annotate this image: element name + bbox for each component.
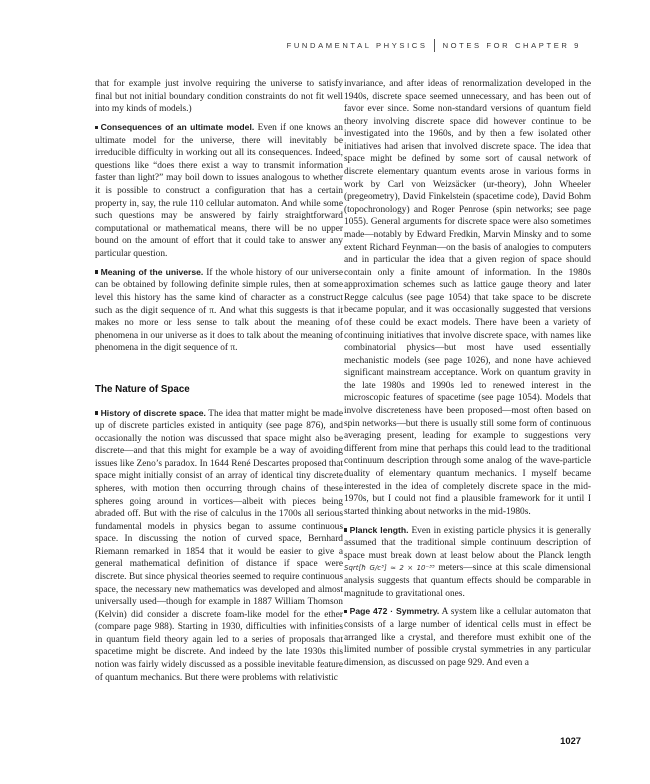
bullet-icon <box>344 610 347 613</box>
note-body: Even if one knows an ultimate model for the universe, there will inevitably be irreducible difficulty in working out all its consequences. Indeed, questions like “does there exist a way to transmit information faster than light?” may boil down to issues analogous to whether it is possible to construct a configuration that has a certain property in, say, the rule 110 cellular automaton. And while some such questions may be answered by fairly straightforward computational or mathematical means, there will be no upper bound on the amount of effort that it could take to answer any particular question. <box>95 123 343 259</box>
note-heading: Planck length. <box>349 524 409 535</box>
note-body: If the whole history of our universe can be obtained by following definite simple rules, then at some level this history has the same kind of character as a construct such as the digit sequence of π. And what this suggests is that it makes no more or less sense to talk about the meaning of phenomena in our universe as it does to talk about the meaning of phenomena in the digit sequence of π. <box>95 267 343 354</box>
bullet-icon <box>95 270 98 273</box>
page-number: 1027 <box>560 735 581 746</box>
note-consequences <box>95 121 343 260</box>
book-title: FUNDAMENTAL PHYSICS <box>286 40 428 50</box>
note-body: The idea that matter might be made up of discrete particles existed in antiquity (see page 876), and occasionally the notion was discussed that space might also be discrete—and that this might for example be a way of avoiding issues like Zeno’s paradox. In 1644 René Descartes proposed that space might initially consist of an array of identical tiny discrete spheres, with motion then occurring through chains of these spheres going around in vortices—albeit with pieces being abraded off. But with the rise of calculus in the 1700s all serious fundamental models in physics began to assume continuous space. In discussing the notion of curved space, Bernhard Riemann remarked in 1854 that it would be easier to give a general mathematical definition of distance if space were discrete. But since physical theories seemed to require continuous space, the necessary new mathematics was developed and almost universally used—though for example in 1887 William Thomson (Kelvin) did consider a discrete foam-like model for the ether (compare page 988). Starting in 1930, difficulties with infinities in quantum field theory again led to a series of proposals that spacetime might be discrete. And indeed by the late 1930s this notion was fairly widely discussed as a possible inevitable feature of quantum mechanics. But there were problems with relativistic <box>95 408 343 683</box>
note-heading: History of discrete space. <box>100 407 206 418</box>
note-heading: Page 472 · Symmetry. <box>349 606 440 617</box>
left-column <box>95 78 343 690</box>
note-body: A system like a cellular automaton that consists of a large number of identical cells must in effect be arranged like a crystal, and therefore must exhibit one of the limited number of possible crystal symmetries in any particular dimension, as discussed on page 929. And even a <box>344 607 592 668</box>
bullet-icon <box>344 528 347 531</box>
note-history <box>95 407 343 685</box>
planck-formula: Sqrt[ħ G/c³] ≈ 2 × 10⁻³⁵ <box>344 564 435 573</box>
paragraph: that for example just involve requiring the universe to satisfy final but not initial boundary condition constraints do not fit well into my kinds of models.) <box>95 79 343 115</box>
note-heading: Meaning of the universe. <box>100 266 204 277</box>
note-meaning <box>95 266 343 355</box>
bullet-icon <box>95 411 98 414</box>
note-symmetry <box>344 605 591 669</box>
running-header <box>287 38 581 52</box>
bullet-icon <box>95 126 98 129</box>
paragraph: invariance, and after ideas of renormalization developed in the 1940s, discrete space seemed unnecessary, and has been out of favor ever since. Some non-standard versions of quantum field theory involving discrete space did however continue to be investigated into the 1960s, and by then a few isolated other initiatives had arisen that involved discrete space. The idea that space might be defined by some sort of causal network of discrete elementary quantum events arose in various forms in work by Carl von Weizsäcker (ur-theory), John Wheeler (pregeometry), David Finkelstein (spacetime code), David Bohm (topochronology) and Roger Penrose (spin networks; see page 1055). General arguments for discrete space were also sometimes made—notably by Edward Fredkin, Marvin Minsky and to some extent Richard Feynman—on the basis of analogies to computers and in particular the idea that a given region of space should contain only a finite amount of information. In the 1980s approximation schemes such as lattice gauge theory and later Regge calculus (see page 1054) that take space to be discrete became popular, and it was occasionally suggested that versions of these could be exact models. There have been a variety of continuing initiatives that involve discrete space, with names like combinatorial physics—but most have used essentially mechanistic models (see page 1026), and none have achieved significant mainstream acceptance. Work on quantum gravity in the late 1980s and 1990s led to renewed interest in the microscopic features of spacetime (see page 1054). Models that involve discreteness have been proposed—most often based on spin networks—but there is usually still some form of continuous averaging present, leading for example to suggestions very different from mine that perhaps this could lead to the traditional continuum description through some analog of the wave-particle duality of elementary quantum mechanics. I myself became interested in the idea of completely discrete space in the mid-1970s, but I could not find a plausible framework for it until I started thinking about networks in the mid-1980s. <box>344 79 591 517</box>
note-heading: Consequences of an ultimate model. <box>100 122 255 133</box>
note-body: meters—since at this scale dimensional analysis suggests that quantum effects should be comparable in magnitude to gravitational ones. <box>344 563 591 599</box>
header-divider <box>434 39 435 52</box>
note-body: Even in existing particle physics it is generally assumed that the traditional simple continuum description of space must break down at least below about the Planck length <box>344 525 592 561</box>
chapter-title: NOTES FOR CHAPTER 9 <box>442 40 581 50</box>
right-column <box>344 78 591 675</box>
section-title: The Nature of Space <box>95 383 190 395</box>
note-planck-length <box>344 524 591 600</box>
